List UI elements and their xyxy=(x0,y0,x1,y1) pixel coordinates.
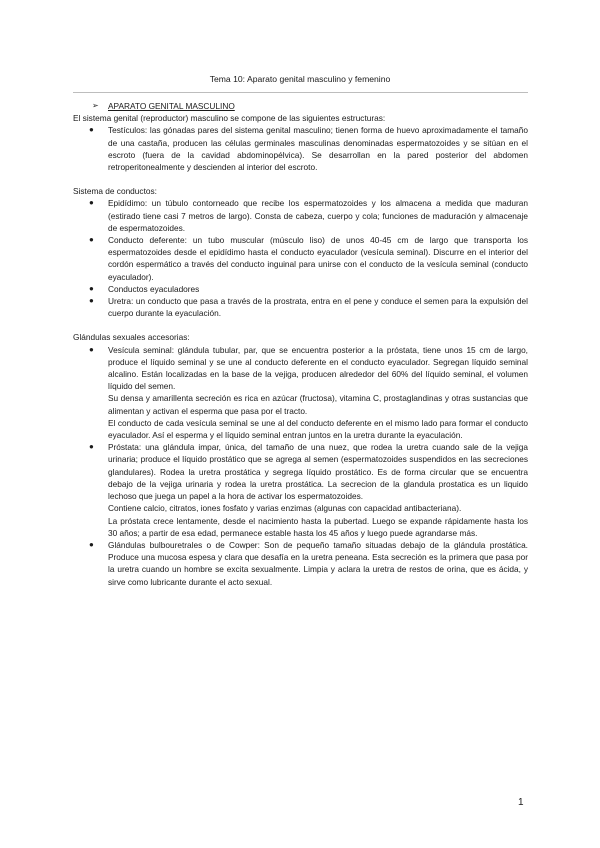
list-item xyxy=(73,295,528,319)
list-item-text: Conductos eyaculadores xyxy=(108,283,200,294)
spacer xyxy=(73,173,528,185)
list-item xyxy=(73,124,528,173)
paragraph: La próstata crece lentamente, desde el nacimiento hasta la pubertad. Luego se expande rápidamente hasta los 30 años; a partir de esa edad, permanece estable hasta los 45 años y luego puede agrandarse más. xyxy=(108,515,528,538)
spacer xyxy=(73,319,528,331)
glands-list xyxy=(73,344,528,588)
list-item xyxy=(73,283,528,295)
bullet-icon: ● xyxy=(89,442,94,452)
conducts-list xyxy=(73,197,528,319)
list-item xyxy=(73,344,528,442)
list-item-text: Epidídimo: un túbulo contorneado que recibe los espermatozoides y los almacena a medida que maduran (estirado tiene casi 7 metros de largo). Consta de cabeza, cuerpo y cola; funciones de maduración y almacenaje de espermatozoides. xyxy=(108,198,528,233)
list-item xyxy=(73,539,528,588)
list-item xyxy=(73,234,528,283)
page-title: Tema 10: Aparato genital masculino y femenino xyxy=(209,74,391,84)
bullet-icon: ● xyxy=(89,344,94,354)
paragraph: El conducto de cada vesícula seminal se une al del conducto deferente en el mismo lado para formar el conducto eyaculador. Así el esperma y el líquido seminal entran juntos en la uretra durante la eyaculación. xyxy=(108,417,528,441)
bullet-icon: ● xyxy=(89,283,94,293)
paragraph: Contiene calcio, citratos, iones fosfato y varias enzimas (algunas con capacidad antibacteriana). xyxy=(108,503,462,514)
bullet-icon: ● xyxy=(89,125,94,135)
section-heading xyxy=(73,100,528,112)
paragraph: Glándulas bulbouretrales o de Cowper: Son de pequeño tamaño situadas debajo de la glándula prostática. Produce una mucosa espesa y clara que desafía en la uretra peneana. Esta secreción es la primera que pasa por la uretra cuando un hombre se excita sexualmente. Limpia y aclara la uretra de restos de orina, que es ácida, y sirve como lubricante durante el acto sexual. xyxy=(108,539,528,587)
list-item-text: Uretra: un conducto que pasa a través de la prostrata, entra en el pene y conduce el semen para la expulsión del cuerpo durante la eyaculación. xyxy=(108,296,528,319)
intro-text: El sistema genital (reproductor) masculino se compone de las siguientes estructuras: xyxy=(73,113,386,124)
paragraph: Próstata: una glándula impar, única, del tamaño de una nuez, que rodea la uretra cuando sale de la vejiga urinaria; produce el líquido prostático que se agrega al semen (espermatozoides suspendidos en las secreciones glandulares). Rodea la uretra prostática y segrega líquido prostático. Es de forma circular que se encuentra debajo de la vejiga urinaria y rodea la uretra prostática. La secrecion de la glandula prostatica es un liquido lechoso que juega un papel a la hora de activar los espermatozoides. xyxy=(108,442,528,502)
document-body xyxy=(73,100,528,588)
bullet-icon: ● xyxy=(89,296,94,306)
glands-heading: Glándulas sexuales accesorias: xyxy=(73,332,190,343)
bullet-icon: ● xyxy=(89,539,94,549)
structures-list xyxy=(73,124,528,173)
list-item-text: Conducto deferente: un tubo muscular (músculo liso) de unos 40-45 cm de largo que transporta los espermatozoides desde el epidídimo hasta el conducto eyaculador (vesícula seminal). Discurre en el interior del cordón espermático a través del conducto inguinal para unirse con el conducto de la vesícula seminal (conducto eyaculador). xyxy=(108,235,528,282)
paragraph: Su densa y amarillenta secreción es rica en azúcar (fructosa), vitamina C, prostaglandinas y otras sustancias que alimentan y activan el esperma que pasa por el tracto. xyxy=(108,393,528,416)
page-number: 1 xyxy=(518,797,524,808)
bullet-icon: ● xyxy=(89,235,94,245)
list-item-text: Testículos: las gónadas pares del sistema genital masculino; tienen forma de huevo aproximadamente el tamaño de una castaña, producen las células germinales masculinas denominadas espermatozoides y se sitúan en el escroto (fuera de la cavidad abdominopélvica). Se desarrollan en la pared posterior del abdomen retroperitonealmente y descienden al interior del escroto. xyxy=(108,125,528,173)
paragraph: Vesícula seminal: glándula tubular, par, que se encuentra posterior a la próstata, tiene unos 15 cm de largo, produce el líquido seminal y se une al conducto deferente en el conducto eyaculador. Segregan líquido seminal alcalino. Están localizadas en la base de la vejiga, producen alrededor del 60% del líquido seminal, el volumen líquido del semen. xyxy=(108,344,528,392)
bullet-icon: ● xyxy=(89,198,94,208)
list-item xyxy=(73,197,528,234)
arrow-bullet-icon: ➢ xyxy=(92,101,99,110)
list-item xyxy=(73,441,528,539)
conducts-heading: Sistema de conductos: xyxy=(73,186,157,197)
section-heading-text: APARATO GENITAL MASCULINO xyxy=(108,101,235,111)
title-divider xyxy=(73,92,528,93)
